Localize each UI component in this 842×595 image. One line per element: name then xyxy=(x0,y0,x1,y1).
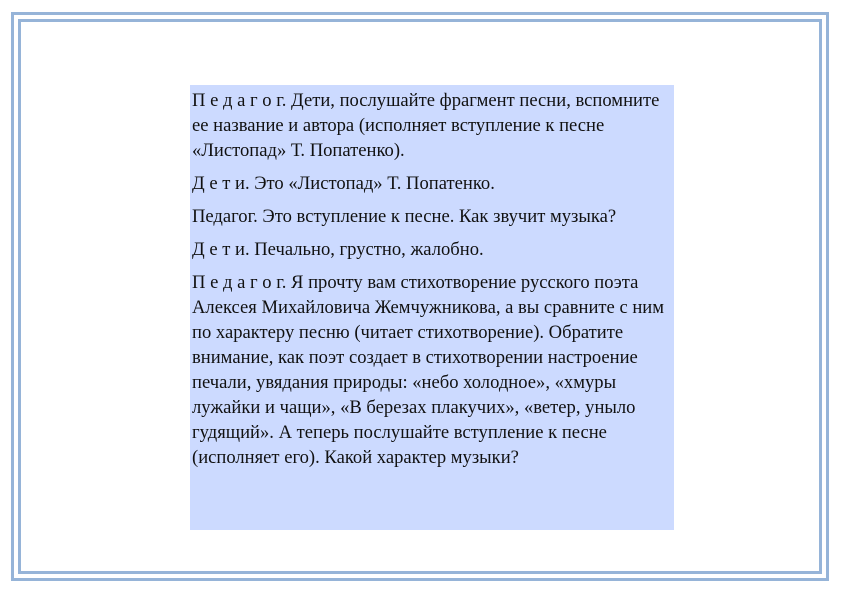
paragraph-children-answer-song: Д е т и. Это «Листопад» Т. Попатенко. xyxy=(192,173,495,194)
paragraph-children-answer-mood: Д е т и. Печально, грустно, жалобно. xyxy=(192,239,484,260)
paragraph-teacher-poem: П е д а г о г. Я прочту вам стихотворение русского поэта Алексея Михайловича Жемчужникова, а вы сравните с ним по характеру песню (читает стихотворение). Обратите внимание, как поэт создает в стихотворении настроение печали, увядания природы: «небо холодное», «хмуры лужайки и чащи», «В березах плакучих», «ветер, уныло гудящий». А теперь послушайте вступление к песне (исполняет его). Какой характер музыки? xyxy=(192,272,665,468)
paragraph-teacher-intro: П е д а г о г. Дети, послушайте фрагмент песни, вспомните ее название и автора (исполняет вступление к песне «Листопад» Т. Попатенко). xyxy=(192,90,660,161)
dialogue-text-box xyxy=(190,85,674,530)
paragraph-teacher-question: Педагог. Это вступление к песне. Как звучит музыка? xyxy=(192,206,617,227)
